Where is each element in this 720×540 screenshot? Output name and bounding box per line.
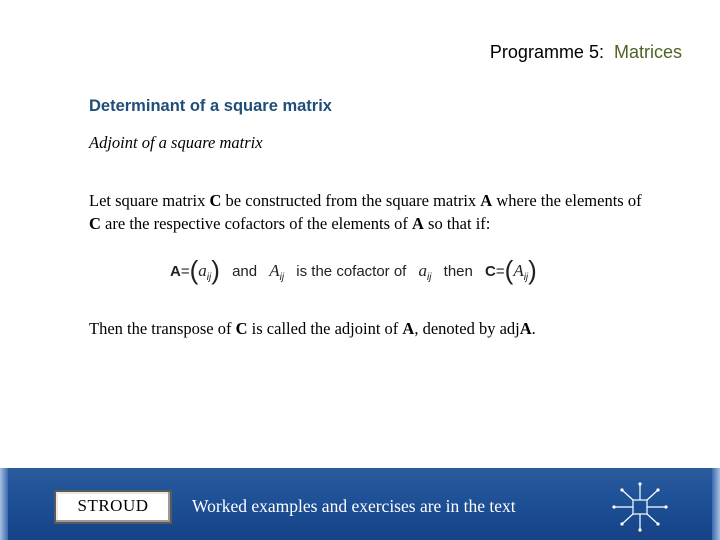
- formula-equals: =: [495, 263, 505, 280]
- compass-dot: [656, 522, 659, 525]
- matrix-symbol: C: [89, 214, 101, 233]
- compass-navigation-icon[interactable]: [612, 482, 668, 532]
- formula-then: then: [443, 263, 473, 280]
- compass-dot: [620, 522, 623, 525]
- compass-dot: [638, 482, 641, 485]
- formula-subscript: ij: [279, 272, 285, 283]
- compass-dot: [612, 505, 615, 508]
- matrix-symbol: C: [235, 319, 248, 338]
- text-run: be constructed from the square matrix: [221, 191, 481, 210]
- section-title: Determinant of a square matrix: [89, 97, 332, 115]
- text-run: are the respective cofactors of the elements of: [100, 214, 412, 233]
- formula-aij: a: [198, 261, 207, 280]
- matrix-symbol: A: [519, 319, 532, 338]
- programme-header: [490, 42, 682, 63]
- footer-edge-left: [0, 468, 8, 540]
- matrix-symbol: A: [411, 214, 424, 233]
- programme-topic: Matrices: [613, 42, 682, 62]
- compass-dot: [664, 505, 667, 508]
- compass-center-box: [633, 500, 647, 514]
- programme-label: Programme 5:: [489, 42, 604, 62]
- text-run: .: [531, 319, 536, 338]
- formula-C: C: [485, 263, 496, 280]
- stroud-button[interactable]: STROUD: [54, 490, 172, 524]
- text-run: Let square matrix: [89, 191, 210, 210]
- formula-aij: a: [418, 261, 428, 280]
- text-run: where the elements of: [492, 191, 642, 210]
- paren-close: ): [528, 255, 537, 285]
- text-run: so that if:: [423, 214, 491, 233]
- formula-subscript: ij: [206, 272, 212, 283]
- compass-ray: [647, 490, 658, 500]
- text-run: Then the transpose of: [89, 319, 236, 338]
- compass-ray: [622, 514, 633, 524]
- footer-note: Worked examples and exercises are in the text: [192, 496, 516, 516]
- paren-open: (: [504, 255, 514, 285]
- text-run: , denoted by adj: [414, 319, 520, 338]
- compass-dot: [620, 488, 623, 491]
- compass-ray: [647, 514, 658, 524]
- subsection-title: Adjoint of a square matrix: [89, 133, 263, 152]
- matrix-symbol: A: [480, 191, 493, 210]
- formula-and: and: [232, 263, 258, 280]
- text-run: is called the adjoint of: [247, 319, 403, 338]
- cofactor-formula: [170, 255, 537, 286]
- compass-dot: [638, 528, 641, 531]
- paren-close: ): [211, 255, 220, 285]
- matrix-symbol: A: [402, 319, 415, 338]
- formula-A: A: [170, 263, 181, 280]
- formula-equals: =: [180, 263, 190, 280]
- formula-Aij: A: [513, 261, 524, 280]
- formula-Aij: A: [269, 261, 280, 280]
- matrix-symbol: C: [209, 191, 222, 210]
- adjoint-definition: [89, 319, 536, 339]
- footer-edge-right: [712, 468, 720, 540]
- formula-subscript: ij: [523, 272, 529, 283]
- formula-subscript: ij: [427, 272, 432, 283]
- paren-open: (: [189, 255, 199, 285]
- compass-dot: [656, 488, 659, 491]
- compass-ray: [622, 490, 633, 500]
- formula-cofactor-text: is the cofactor of: [296, 263, 407, 280]
- definition-paragraph: [89, 189, 649, 235]
